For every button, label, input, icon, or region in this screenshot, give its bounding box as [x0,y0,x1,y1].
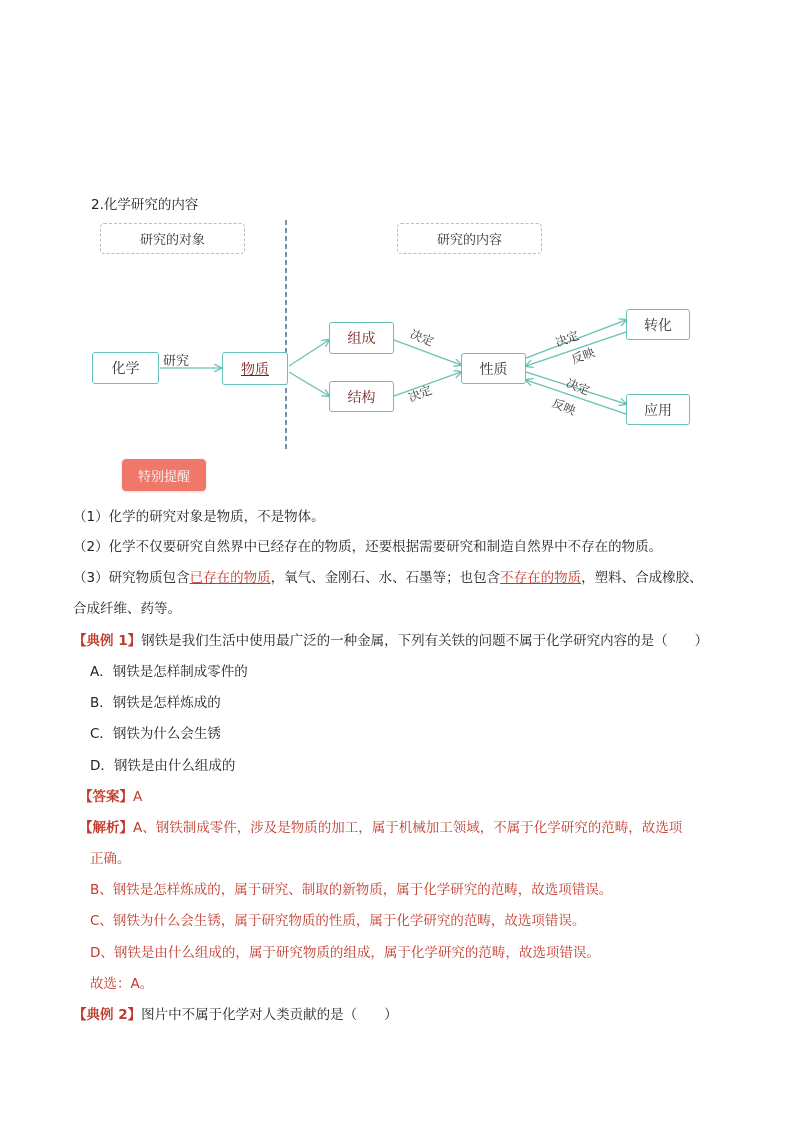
arrow-substance-composition [289,340,329,366]
edge-label-decide-3: 决定 [553,328,581,350]
edge-label-decide-1: 决定 [408,326,436,349]
example-1-question-line [73,632,708,650]
node-substance: 物质 [222,352,288,385]
node-structure: 结构 [329,381,394,412]
answer-line [79,788,142,806]
example-1-question: 钢铁是我们生活中使用最广泛的一种金属，下列有关铁的问题不属于化学研究内容的是（ ） [141,633,709,649]
analysis-c: C、钢铁为什么会生锈，属于研究物质的性质，属于化学研究的范畴，故选项错误。 [90,913,586,929]
research-object-box: 研究的对象 [100,223,245,254]
note-3-text-a: （3）研究物质包含 [73,570,190,586]
option-b: B．钢铁是怎样炼成的 [90,695,221,711]
section-title: 2.化学研究的内容 [91,197,199,213]
note-3 [73,569,703,587]
edge-label-decide-2: 决定 [406,382,434,405]
option-a: A．钢铁是怎样制成零件的 [90,664,248,680]
tip-badge: 特别提醒 [122,459,206,491]
research-content-box: 研究的内容 [397,223,542,254]
example-1-tag: 【典例 1】 [73,633,142,649]
node-transform: 转化 [626,309,690,340]
example-2-tag: 【典例 2】 [73,1007,142,1023]
note-3-text-b: ，氧气、金刚石、水、石墨等；也包含 [270,570,501,586]
note-3-nonexisting: 不存在的物质 [500,570,582,586]
answer-value: A [133,789,143,805]
node-composition: 组成 [329,322,394,354]
note-3-text-c: ，塑料、合成橡胶、 [581,570,703,586]
analysis-line-1 [79,819,682,837]
note-1: （1）化学的研究对象是物质，不是物体。 [73,509,325,525]
option-c: C．钢铁为什么会生锈 [90,726,221,742]
note-2: （2）化学不仅要研究自然界中已经存在的物质，还要根据需要研究和制造自然界中不存在的物质。 [73,539,663,555]
analysis-b: B、钢铁是怎样炼成的，属于研究、制取的新物质，属于化学研究的范畴，故选项错误。 [90,882,613,898]
analysis-a-continued: 正确。 [90,851,131,867]
edge-label-reflect-1: 反映 [569,345,597,367]
analysis-a: A、钢铁制成零件，涉及是物质的加工，属于机械加工领域，不属于化学研究的范畴，故选项 [133,820,683,836]
conclusion: 故选：A。 [90,976,154,992]
example-2-question-line [73,1006,398,1024]
edge-label-decide-4: 决定 [564,375,592,398]
node-chemistry: 化学 [92,352,159,384]
node-application: 应用 [626,394,690,425]
note-3-existing: 已存在的物质 [189,570,271,586]
edge-label-reflect-2: 反映 [550,395,578,418]
analysis-tag: 【解析】 [79,820,133,836]
node-property: 性质 [461,353,526,384]
example-2-question: 图片中不属于化学对人类贡献的是（ ） [141,1007,398,1023]
answer-tag: 【答案】 [79,789,133,805]
arrow-substance-structure [289,372,329,396]
edge-label-research: 研究 [163,354,190,369]
option-d: D．钢铁是由什么组成的 [90,758,236,774]
analysis-d: D、钢铁是由什么组成的，属于研究物质的组成，属于化学研究的范畴，故选项错误。 [90,945,600,961]
note-3-continued: 合成纤维、药等。 [73,601,181,617]
